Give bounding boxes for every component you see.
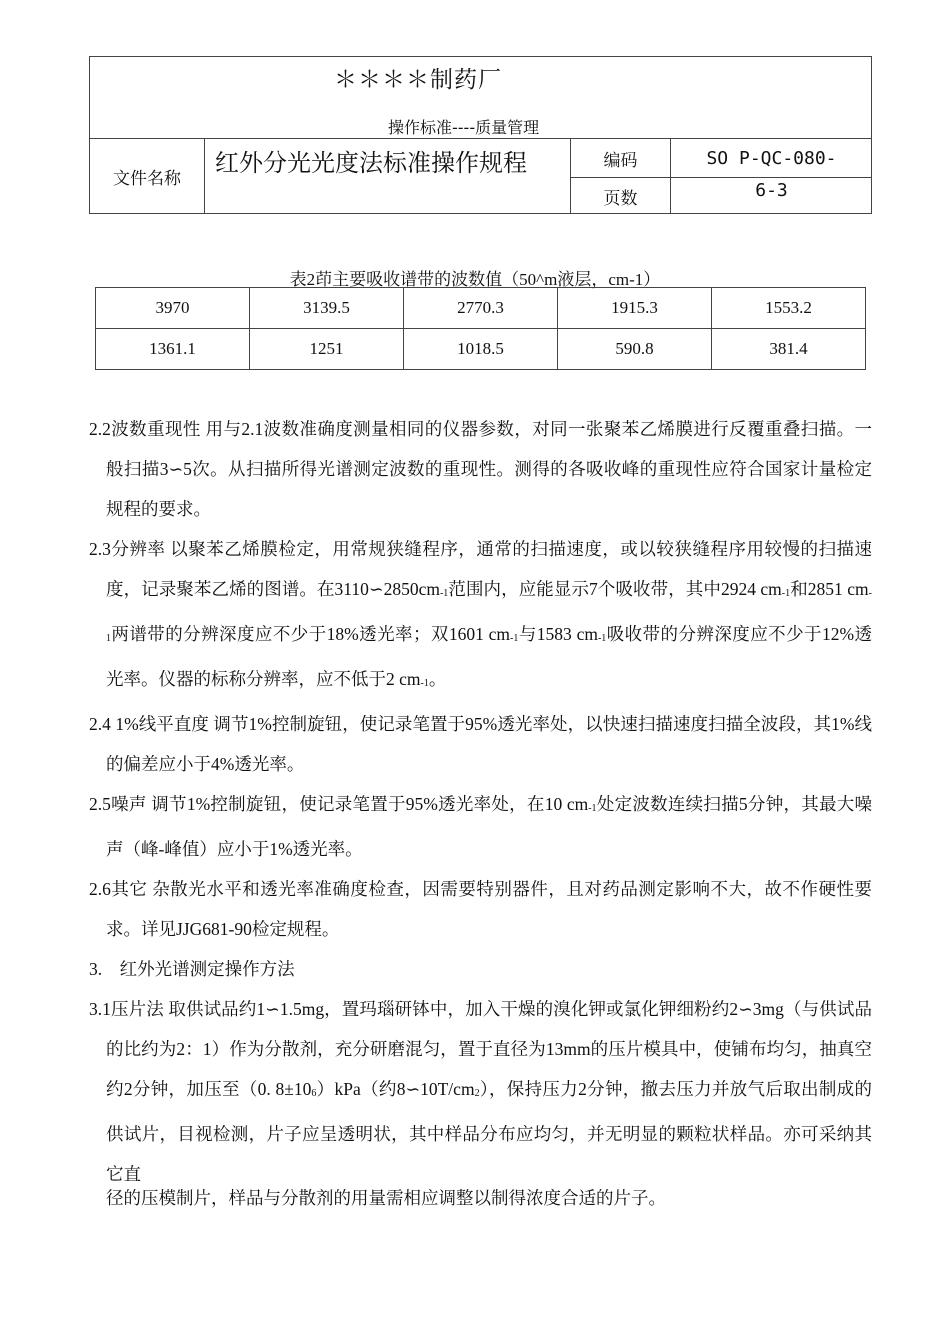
table-cell: 1251 [250, 329, 404, 370]
header-title-row [90, 57, 871, 139]
page-value: 6-3 [755, 180, 788, 201]
table-cell: 1018.5 [404, 329, 558, 370]
document-body [89, 409, 872, 1210]
paragraph-2-5: 2.5噪声 调节1%控制旋钮，使记录笔置于95%透光率处，在10 $cm_{-1}$处定波数连续扫描5分钟，其最大噪声（峰-峰值）应小于1%透光率。 [89, 794, 872, 859]
table-cell: 590.8 [558, 329, 712, 370]
table-cell: 1915.3 [558, 288, 712, 329]
doc-name-label: 文件名称 [90, 139, 205, 214]
table-cell: 1361.1 [96, 329, 250, 370]
header-subtitle: 操作标准----质量管理 [388, 118, 540, 137]
table-cell: 2770.3 [404, 288, 558, 329]
table-cell: 381.4 [712, 329, 866, 370]
page-label: 页数 [571, 178, 671, 214]
table-cell: 3970 [96, 288, 250, 329]
paragraph-2-2: 2.2波数重现性 用与2.1波数准确度测量相同的仪器参数，对同一张聚苯乙烯膜进行反覆重叠扫描。一般扫描3∽5次。从扫描所得光谱测定波数的重现性。测得的各吸收峰的重现性应符合国家计量检定规程的要求。 [89, 419, 872, 519]
paragraph-3-1: 3.1压片法 取供试品约1∽1.5mg，置玛瑙研钵中，加入干燥的溴化钾或氯化钾细粉约2∽3mg（与供试品的比约为2：1）作为分散剂，充分研磨混匀，置于直径为13mm的压片模具中，使铺布均匀，抽真空约2分钟，加压至（0. $8\pm 10_6)kPa$（约$8∽10T/cm_2$），保持压力2分钟，撤去压力并放气后取出制成的供试片，目视检测，片子应呈透明状，其中样品分布应均匀，并无明显的颗粒状样品。亦可采纳其它直 [89, 999, 872, 1184]
paragraph-2-3: 2.3分辨率 以聚苯乙烯膜检定，用常规狭缝程序，通常的扫描速度，或以较狭缝程序用较慢的扫描速度，记录聚苯乙烯的图谱。在$3110∽2850cm_{-1}$范围内，应能显示7个吸收带，其中2924 $cm_{-1}$和2851 $cm_{-1}$两谱带的分辨深度应不少于18%透光率；双1601 $cm_{-1}$与1583 $cm_{-1}$吸收带的分辨深度应不少于12%透光率。仪器的标称分辨率，应不低于2 $cm_{-1}$。 [89, 539, 872, 689]
paragraph-2-6: 2.6其它 杂散光水平和透光率准确度检查，因需要特别器件，且对药品测定影响不大，故不作硬性要求。详见JJG681-90检定规程。 [89, 879, 872, 939]
table-cell: 3139.5 [250, 288, 404, 329]
code-label: 编码 [571, 139, 671, 178]
code-value: SO P-QC-080- [671, 139, 872, 178]
paragraph-3-1-continuation: 径的压模制片，样品与分散剂的用量需相应调整以制得浓度合适的片子。 [106, 1188, 666, 1208]
document-header [89, 56, 872, 214]
table-row [96, 288, 866, 329]
doc-name-value: 红外分光光度法标准操作规程 [205, 139, 571, 214]
header-info-row [90, 139, 871, 214]
factory-name: ＊＊＊＊制药厂 [334, 67, 502, 93]
table-row [96, 329, 866, 370]
wavenumber-table [95, 287, 866, 370]
table-caption: 表2茚主要吸收谱带的波数值（50^m液层，cm-1） [289, 270, 661, 289]
table-cell: 1553.2 [712, 288, 866, 329]
paragraph-2-4: 2.4 1%线平直度 调节1%控制旋钮，使记录笔置于95%透光率处，以快速扫描速度扫描全波段，其1%线的偏差应小于4%透光率。 [89, 714, 872, 774]
section-heading-3: 3. 红外光谱测定操作方法 [89, 959, 295, 979]
